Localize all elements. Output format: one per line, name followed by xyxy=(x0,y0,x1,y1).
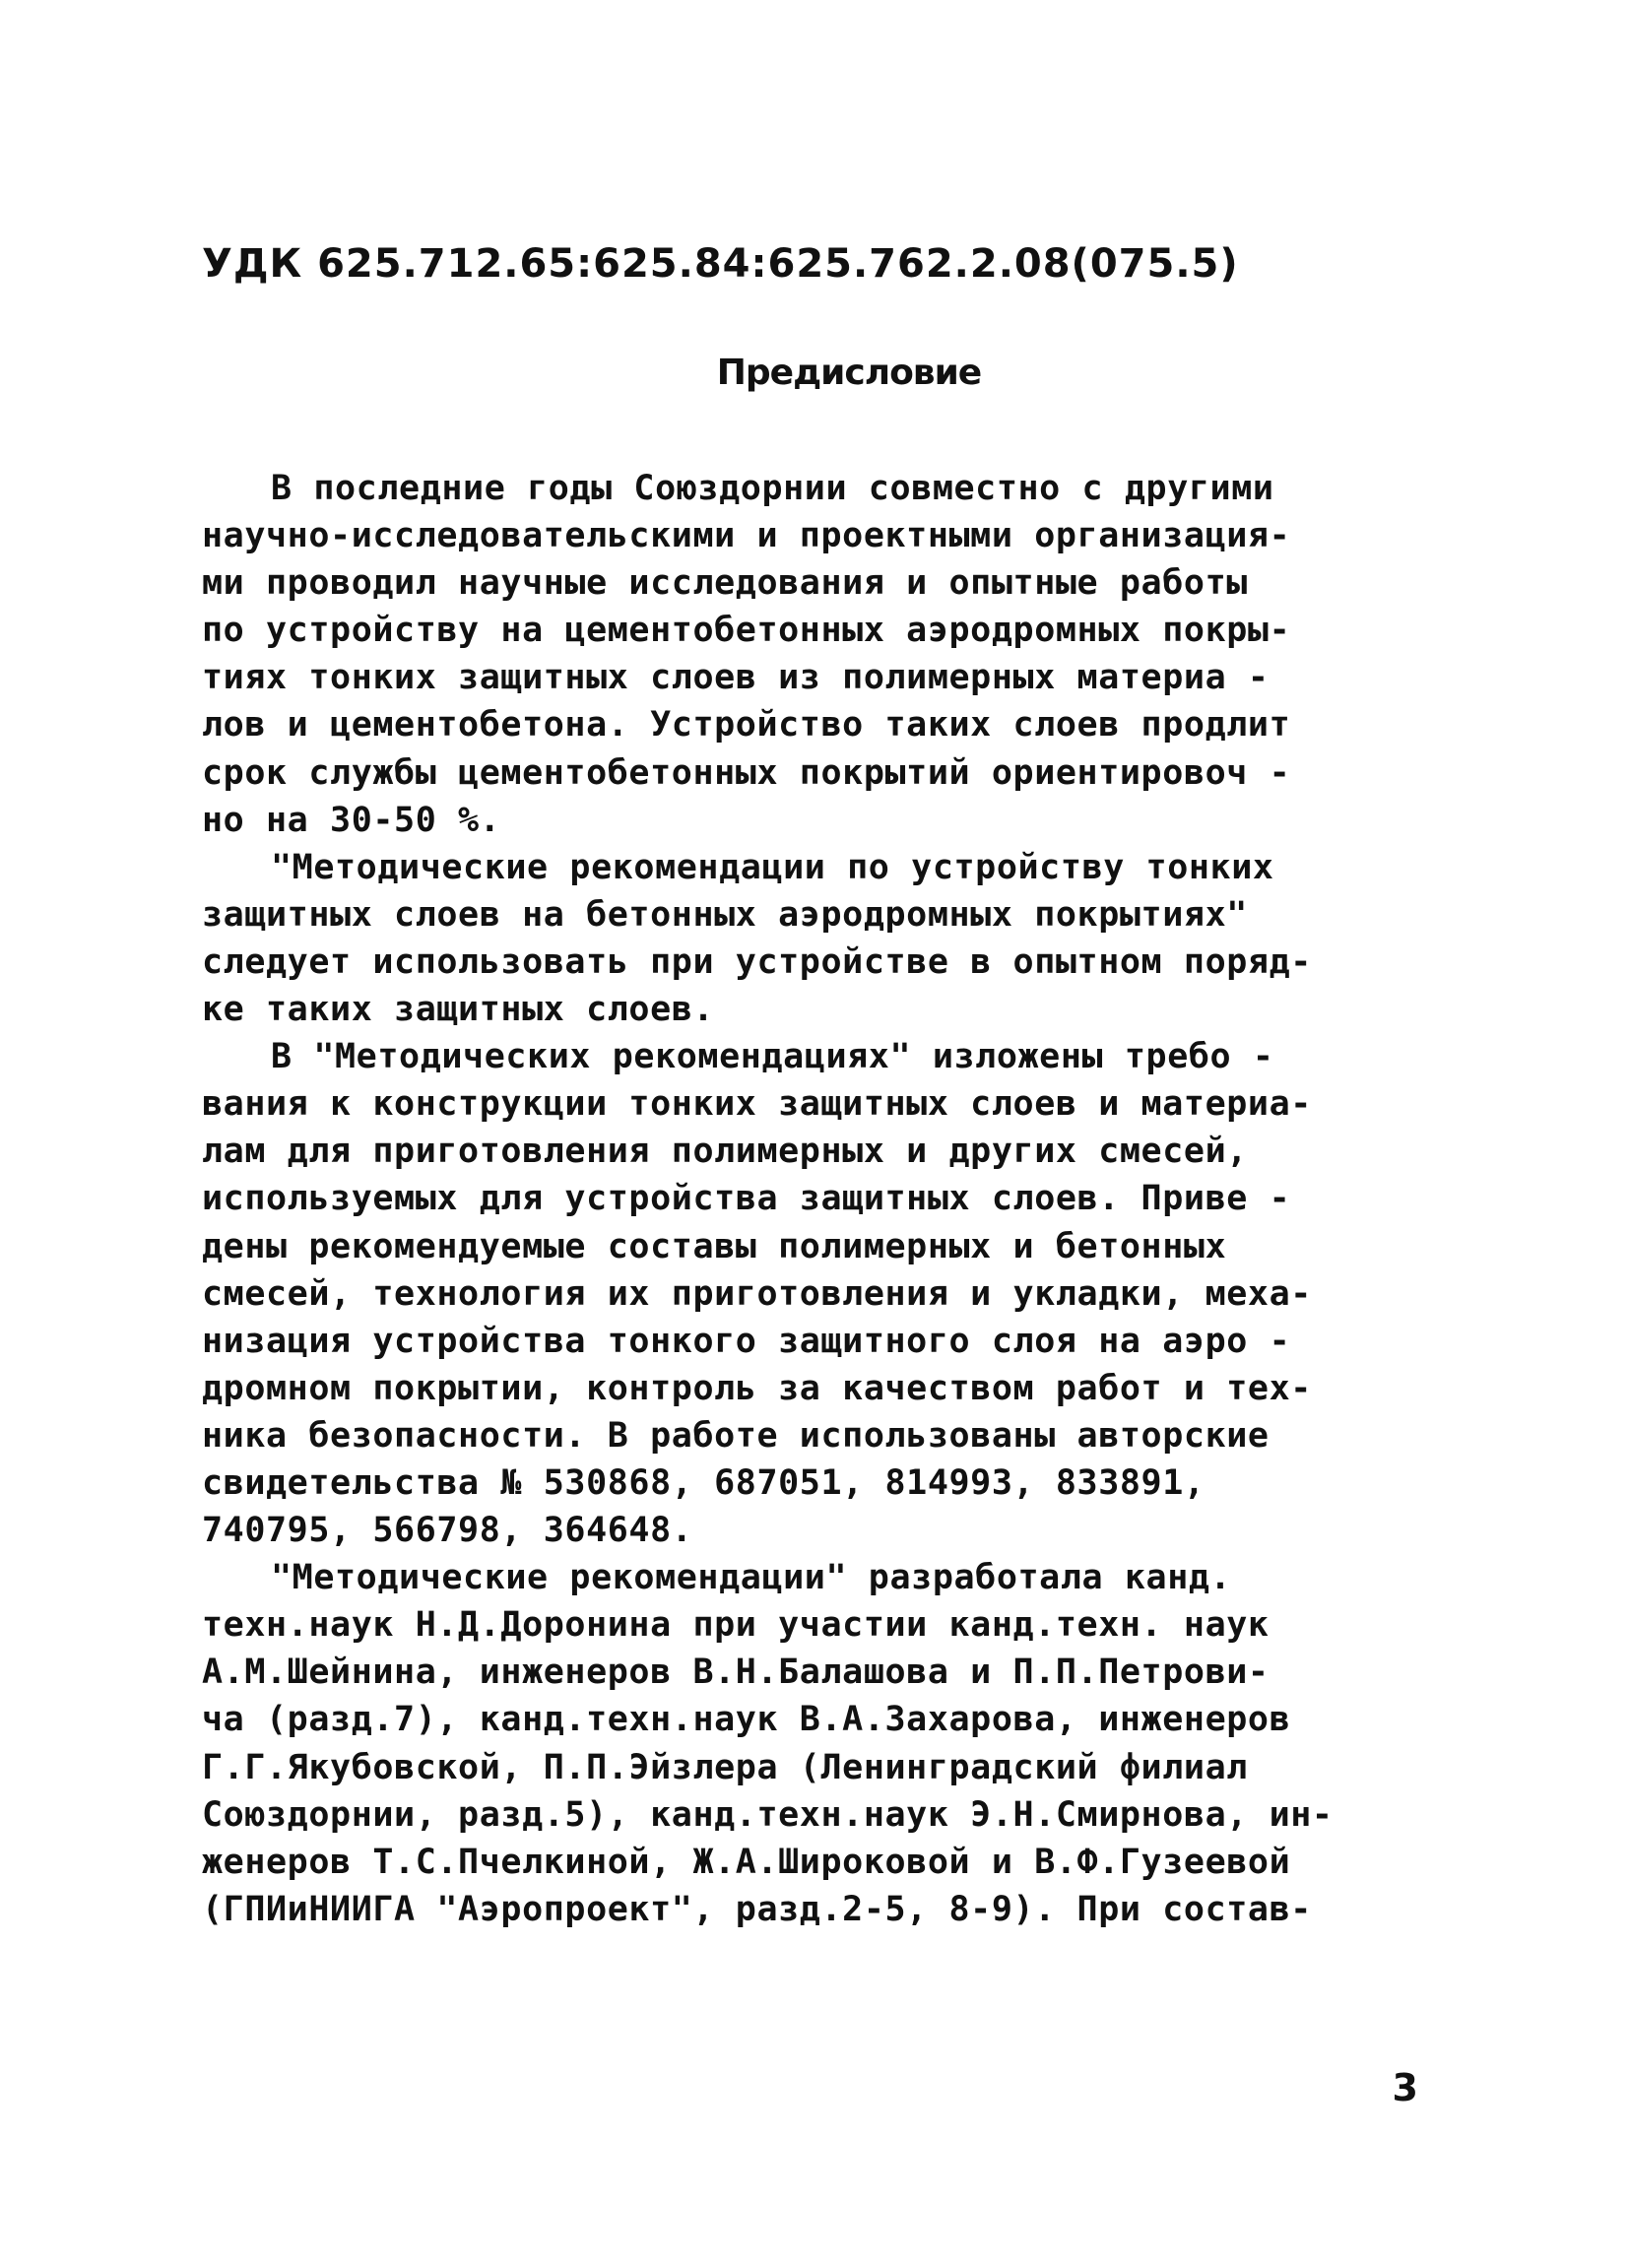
text-line-25: техн.наук Н.Д.Доронина при участии канд.техн. наук xyxy=(202,1605,1270,1646)
text-line-27: ча (разд.7), канд.техн.наук В.А.Захарова, инженеров xyxy=(202,1700,1291,1740)
text-line-19: низация устройства тонкого защитного слоя на аэро - xyxy=(202,1321,1291,1361)
text-line-09: "Методические рекомендации по устройству тонких xyxy=(271,847,1274,887)
text-line-26: А.М.Шейнина, инженеров В.Н.Балашова и П.П.Петрови- xyxy=(202,1652,1270,1693)
text-line-24: "Методические рекомендации" разработала канд. xyxy=(271,1558,1232,1598)
text-line-05: тиях тонких защитных слоев из полимерных материа - xyxy=(202,658,1270,698)
text-line-29: Союздорнии, разд.5), канд.техн.наук Э.Н.Смирнова, ин- xyxy=(202,1794,1334,1835)
udk-code: УДК 625.712.65:625.84:625.762.2.08(075.5) xyxy=(202,241,1239,287)
text-line-15: лам для приготовления полимерных и других смесей, xyxy=(202,1132,1248,1172)
text-line-20: дромном покрытии, контроль за качеством работ и тех- xyxy=(202,1368,1312,1408)
body-text xyxy=(202,465,1433,1933)
text-line-08: но на 30-50 %. xyxy=(202,800,501,840)
text-line-23: 740795, 566798, 364648. xyxy=(202,1511,693,1551)
text-line-06: лов и цементобетона. Устройство таких слоев продлит xyxy=(202,705,1291,745)
text-line-22: свидетельства № 530868, 687051, 814993, 833891, xyxy=(202,1462,1205,1503)
text-line-03: ми проводил научные исследования и опытные работы xyxy=(202,563,1248,604)
text-line-17: дены рекомендуемые составы полимерных и бетонных xyxy=(202,1226,1227,1266)
text-line-07: срок службы цементобетонных покрытий ориентировоч - xyxy=(202,752,1291,793)
text-line-28: Г.Г.Якубовской, П.П.Эйзлера (Ленинградский филиал xyxy=(202,1747,1248,1787)
text-line-31: (ГПИиНИИГА "Аэропроект", разд.2-5, 8-9). При состав- xyxy=(202,1889,1312,1929)
text-line-12: ке таких защитных слоев. xyxy=(202,990,715,1030)
text-line-01: В последние годы Союздорнии совместно с другими xyxy=(271,469,1274,508)
text-line-11: следует использовать при устройстве в опытном поряд- xyxy=(202,941,1312,982)
text-line-21: ника безопасности. В работе использованы авторские xyxy=(202,1415,1270,1456)
text-line-14: вания к конструкции тонких защитных слоев и материа- xyxy=(202,1084,1312,1125)
text-line-16: используемых для устройства защитных слоев. Приве - xyxy=(202,1179,1291,1219)
text-line-02: научно-исследовательскими и проектными организация- xyxy=(202,516,1291,556)
page-title: Предисловие xyxy=(716,353,982,393)
page-number: 3 xyxy=(1392,2066,1418,2109)
text-line-10: защитных слоев на бетонных аэродромных покрытиях" xyxy=(202,894,1248,935)
text-line-18: смесей, технология их приготовления и укладки, меха- xyxy=(202,1273,1312,1314)
text-line-13: В "Методических рекомендациях" изложены требо - xyxy=(271,1037,1274,1077)
text-line-30: женеров Т.С.Пчелкиной, Ж.А.Широковой и В.Ф.Гузеевой xyxy=(202,1842,1291,1882)
text-line-04: по устройству на цементобетонных аэродромных покры- xyxy=(202,611,1291,651)
